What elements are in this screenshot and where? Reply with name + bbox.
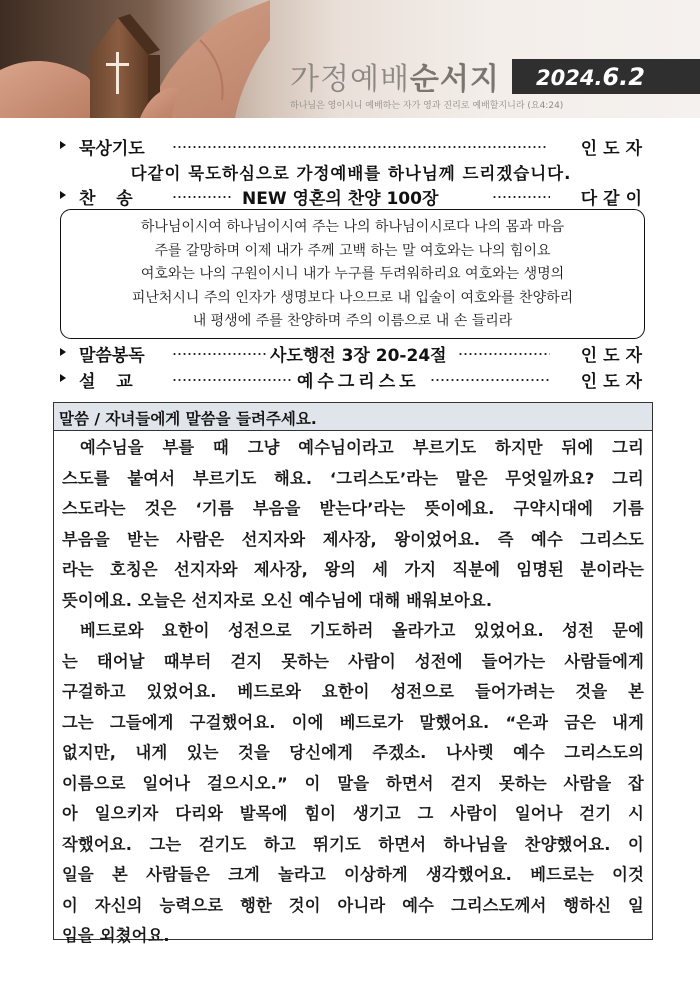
date-year: 2024. <box>536 66 603 90</box>
triangle-bullet-icon <box>60 191 66 199</box>
sermon-line: 베드로와 요한이 성전으로 기도하러 올라가고 있었어요. 성전 문에 <box>80 621 644 640</box>
dotted-leader <box>492 196 550 198</box>
sermon-line: 이름으로 일어나 걸으시오.” 이 말을 하면서 걷지 못하는 사람을 잡 <box>62 773 644 793</box>
header-banner <box>0 0 700 118</box>
sermon-line: 스도라는 것은 ‘기름 부음을 받는다’라는 뜻이에요. 구약시대에 기름 <box>62 499 644 518</box>
sermon-heading: 말씀 / 자녀들에게 말씀을 들려주세요. <box>54 403 652 431</box>
scripture-passage: 사도행전 3장 20-24절 <box>270 346 447 366</box>
sermon-line: 는 태어날 때부터 걷지 못하는 사람이 성전에 들어가는 사람들에게 <box>62 651 644 671</box>
date-month-day: 6.2 <box>602 63 645 91</box>
title-light: 가정예배 <box>290 62 410 97</box>
sermon-line: 작했어요. 그는 걷기도 하고 뛰기도 하면서 하나님을 찬양했어요. 이 <box>62 834 644 854</box>
hymn-lyrics-box <box>60 209 645 339</box>
date-badge <box>512 59 700 94</box>
sermon-line: 일을 본 사람들은 크게 놀라고 이상하게 생각했어요. 베드로는 이것 <box>62 865 644 884</box>
sermon-line: 라는 호칭은 선지자와 제사장, 왕의 세 가지 직분에 임명된 분이라는 <box>62 560 644 579</box>
order-meditation <box>60 134 648 160</box>
lyric-line: 주를 갈망하며 이제 내가 주께 고백 하는 말 여호와는 나의 힘이요 <box>154 242 551 259</box>
dotted-leader <box>458 353 550 355</box>
order-label: 설 교 <box>79 372 136 392</box>
sermon-line: 구걸하고 있었어요. 베드로와 요한이 성전으로 들어가려는 것을 본 <box>62 682 644 701</box>
sermon-title: 예수그리스도 <box>297 372 420 392</box>
triangle-bullet-icon <box>60 374 66 382</box>
order-reading <box>60 341 648 367</box>
hymn-title: NEW 영혼의 찬양 100장 <box>242 189 439 209</box>
order-label: 말씀봉독 <box>79 346 145 366</box>
lyric-line: 내 평생에 주를 찬양하며 주의 이름으로 내 손 들리라 <box>192 313 513 329</box>
dotted-leader <box>430 379 550 381</box>
lyric-line: 여호와는 나의 구원이시니 내가 누구를 두려워하리요 여호와는 생명의 <box>140 266 565 282</box>
header-verse: 하나님은 영이시니 예배하는 자가 영과 진리로 예배할지니라 (요4:24) <box>290 101 564 111</box>
triangle-bullet-icon <box>60 348 66 356</box>
order-leader: 다같이 <box>580 189 648 209</box>
sermon-line: 이 자신의 능력으로 행한 것이 아니라 예수 그리스도께서 행하신 일 <box>62 895 644 915</box>
triangle-bullet-icon <box>60 141 66 149</box>
order-leader: 인도자 <box>580 139 648 159</box>
sermon-line: 뜻이에요. 오늘은 선지자로 오신 예수님에 대해 배워보아요. <box>62 590 493 610</box>
sermon-line: 임을 외쳤어요. <box>62 926 170 945</box>
sermon-line: 아 일으키자 다리와 발목에 힘이 생기고 그 사람이 일어나 걷기 시 <box>62 804 644 823</box>
dotted-leader <box>172 146 548 148</box>
page-title <box>290 54 500 98</box>
dotted-leader <box>172 353 268 355</box>
lyric-line: 하나님이시여 하나님이시여 주는 나의 하나님이시로다 나의 몸과 마음 <box>140 219 565 235</box>
sermon-line: 그는 그들에게 구걸했어요. 이에 베드로가 말했어요. “은과 금은 내게 <box>62 712 644 732</box>
order-label: 묵상기도 <box>79 139 145 159</box>
order-leader: 인도자 <box>580 346 648 366</box>
sermon-line: 없지만, 내게 있는 것을 당신에게 주겠소. 나사렛 예수 그리스도의 <box>62 743 644 762</box>
sermon-line: 부음을 받는 사람은 선지자와 제사장, 왕이었어요. 즉 예수 그리스도 <box>62 529 644 549</box>
sermon-body <box>54 431 652 952</box>
order-hymn <box>60 184 648 210</box>
hands-holding-house-image <box>0 0 270 118</box>
sermon-line: 예수님을 부를 때 그냥 예수님이라고 부르기도 하지만 뒤에 그리 <box>80 438 644 457</box>
title-bold: 순서지 <box>409 62 500 97</box>
dotted-leader <box>172 196 232 198</box>
sermon-section <box>53 402 653 945</box>
date-text <box>536 63 645 91</box>
lyric-line: 피난처시니 주의 인자가 생명보다 나으므로 내 입술이 여호와를 찬양하리 <box>131 289 574 306</box>
order-label: 찬 송 <box>79 189 136 209</box>
order-sermon <box>60 367 648 393</box>
sermon-line: 스도를 붙여서 부르기도 해요. ‘그리스도’라는 말은 무엇일까요? 그리 <box>62 468 644 488</box>
dotted-leader <box>172 379 292 381</box>
opening-statement: 다같이 묵도하심으로 가정예배를 하나님께 드리겠습니다. <box>130 164 572 183</box>
order-leader: 인도자 <box>580 372 648 392</box>
